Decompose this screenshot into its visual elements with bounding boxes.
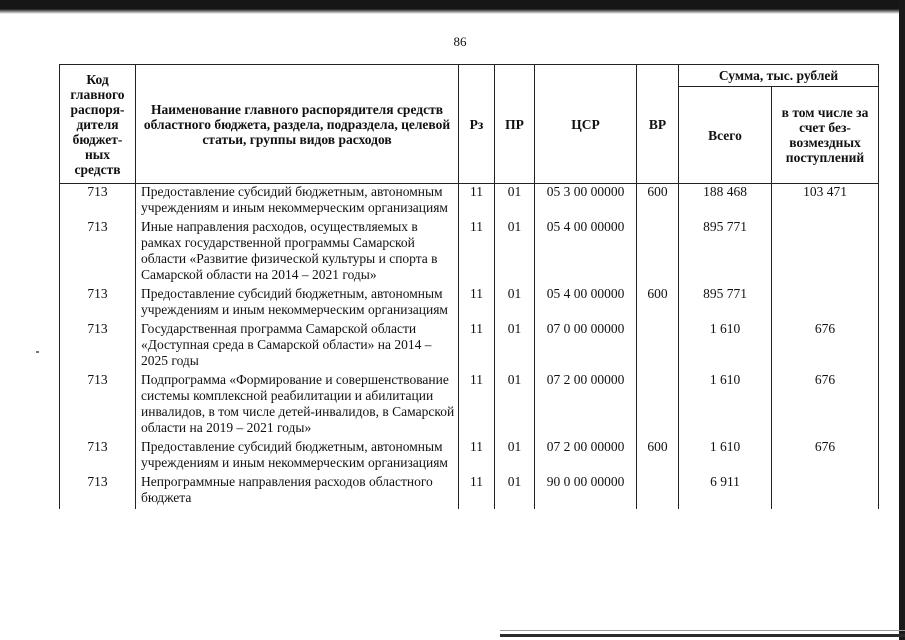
table-header (60, 65, 879, 184)
spacer-cell (772, 506, 879, 509)
row-rz: 11 (459, 184, 495, 217)
page-number: 86 (453, 34, 467, 49)
header-code: Код главного распоря-дителя бюджет-ных средств (60, 65, 136, 184)
spacer-cell (679, 506, 772, 509)
row-vr: 600 (637, 286, 679, 318)
row-gratuitous: 676 (772, 439, 879, 471)
row-pr: 01 (495, 372, 535, 436)
header-sum: Сумма, тыс. рублей (679, 65, 879, 87)
row-pr: 01 (495, 184, 535, 217)
row-total: 1 610 (679, 372, 772, 436)
row-total: 895 771 (679, 219, 772, 283)
row-rz: 11 (459, 321, 495, 369)
budget-table (59, 64, 879, 509)
row-gratuitous: 676 (772, 372, 879, 436)
row-name: Предоставление субсидий бюджетным, автономным учреждениям и иным некоммерческим организациям (136, 286, 459, 318)
row-pr: 01 (495, 286, 535, 318)
scan-top-border (0, 0, 905, 14)
header-name: Наименование главного распорядителя средств областного бюджета, раздела, подраздела, целевой статьи, группы видов расходов (136, 65, 459, 184)
row-total: 6 911 (679, 474, 772, 506)
row-vr: 600 (637, 184, 679, 217)
row-code: 713 (60, 474, 136, 506)
row-name: Непрограммные направления расходов областного бюджета (136, 474, 459, 506)
row-csr: 90 0 00 00000 (535, 474, 637, 506)
row-vr (637, 321, 679, 369)
row-vr (637, 474, 679, 506)
row-vr: 600 (637, 439, 679, 471)
table-row (60, 184, 879, 217)
row-csr: 05 3 00 00000 (535, 184, 637, 217)
row-gratuitous (772, 286, 879, 318)
row-csr: 07 2 00 00000 (535, 439, 637, 471)
scan-bottom-line (500, 634, 905, 637)
row-gratuitous: 103 471 (772, 184, 879, 217)
row-total: 188 468 (679, 184, 772, 217)
row-csr: 07 0 00 00000 (535, 321, 637, 369)
row-name: Государственная программа Самарской области «Доступная среда в Самарской области» на 2014 – 2025 годы (136, 321, 459, 369)
spacer-cell (495, 506, 535, 509)
row-name: Иные направления расходов, осуществляемых в рамках государственной программы Самарской области «Развитие физической культуры и спорта в Самарской области на 2014 – 2021 годы» (136, 219, 459, 283)
row-code: 713 (60, 219, 136, 283)
row-csr: 05 4 00 00000 (535, 286, 637, 318)
row-rz: 11 (459, 372, 495, 436)
row-vr (637, 219, 679, 283)
header-pr: ПР (495, 65, 535, 184)
table-row (60, 286, 879, 318)
row-code: 713 (60, 321, 136, 369)
row-vr (637, 372, 679, 436)
table-row (60, 321, 879, 369)
table-row (60, 219, 879, 283)
scan-speck (36, 351, 39, 353)
row-name: Предоставление субсидий бюджетным, автономным учреждениям и иным некоммерческим организациям (136, 184, 459, 217)
row-pr: 01 (495, 321, 535, 369)
row-spacer (60, 506, 879, 509)
header-vr: ВР (637, 65, 679, 184)
row-rz: 11 (459, 219, 495, 283)
scan-bottom-line-faint (500, 630, 905, 631)
row-total: 1 610 (679, 321, 772, 369)
header-csr: ЦСР (535, 65, 637, 184)
row-rz: 11 (459, 439, 495, 471)
table-row (60, 372, 879, 436)
row-gratuitous (772, 474, 879, 506)
table-row (60, 474, 879, 506)
row-total: 1 610 (679, 439, 772, 471)
spacer-cell (459, 506, 495, 509)
header-total: Всего (679, 87, 772, 184)
row-csr: 05 4 00 00000 (535, 219, 637, 283)
row-code: 713 (60, 439, 136, 471)
row-rz: 11 (459, 286, 495, 318)
scan-right-border (899, 0, 905, 640)
row-csr: 07 2 00 00000 (535, 372, 637, 436)
row-gratuitous (772, 219, 879, 283)
row-name: Подпрограмма «Формирование и совершенствование системы комплексной реабилитации и абилитации инвалидов, в том числе детей-инвалидов, в Самарской области на 2019 – 2021 годы» (136, 372, 459, 436)
row-name: Предоставление субсидий бюджетным, автономным учреждениям и иным некоммерческим организациям (136, 439, 459, 471)
spacer-cell (637, 506, 679, 509)
row-code: 713 (60, 286, 136, 318)
row-pr: 01 (495, 219, 535, 283)
header-gratuitous: в том числе за счет без-возмездных поступлений (772, 87, 879, 184)
row-total: 895 771 (679, 286, 772, 318)
spacer-cell (535, 506, 637, 509)
spacer-cell (136, 506, 459, 509)
table-row (60, 439, 879, 471)
row-pr: 01 (495, 439, 535, 471)
row-code: 713 (60, 372, 136, 436)
table-body (60, 184, 879, 510)
row-code: 713 (60, 184, 136, 217)
spacer-cell (60, 506, 136, 509)
row-pr: 01 (495, 474, 535, 506)
row-rz: 11 (459, 474, 495, 506)
header-rz: Рз (459, 65, 495, 184)
row-gratuitous: 676 (772, 321, 879, 369)
